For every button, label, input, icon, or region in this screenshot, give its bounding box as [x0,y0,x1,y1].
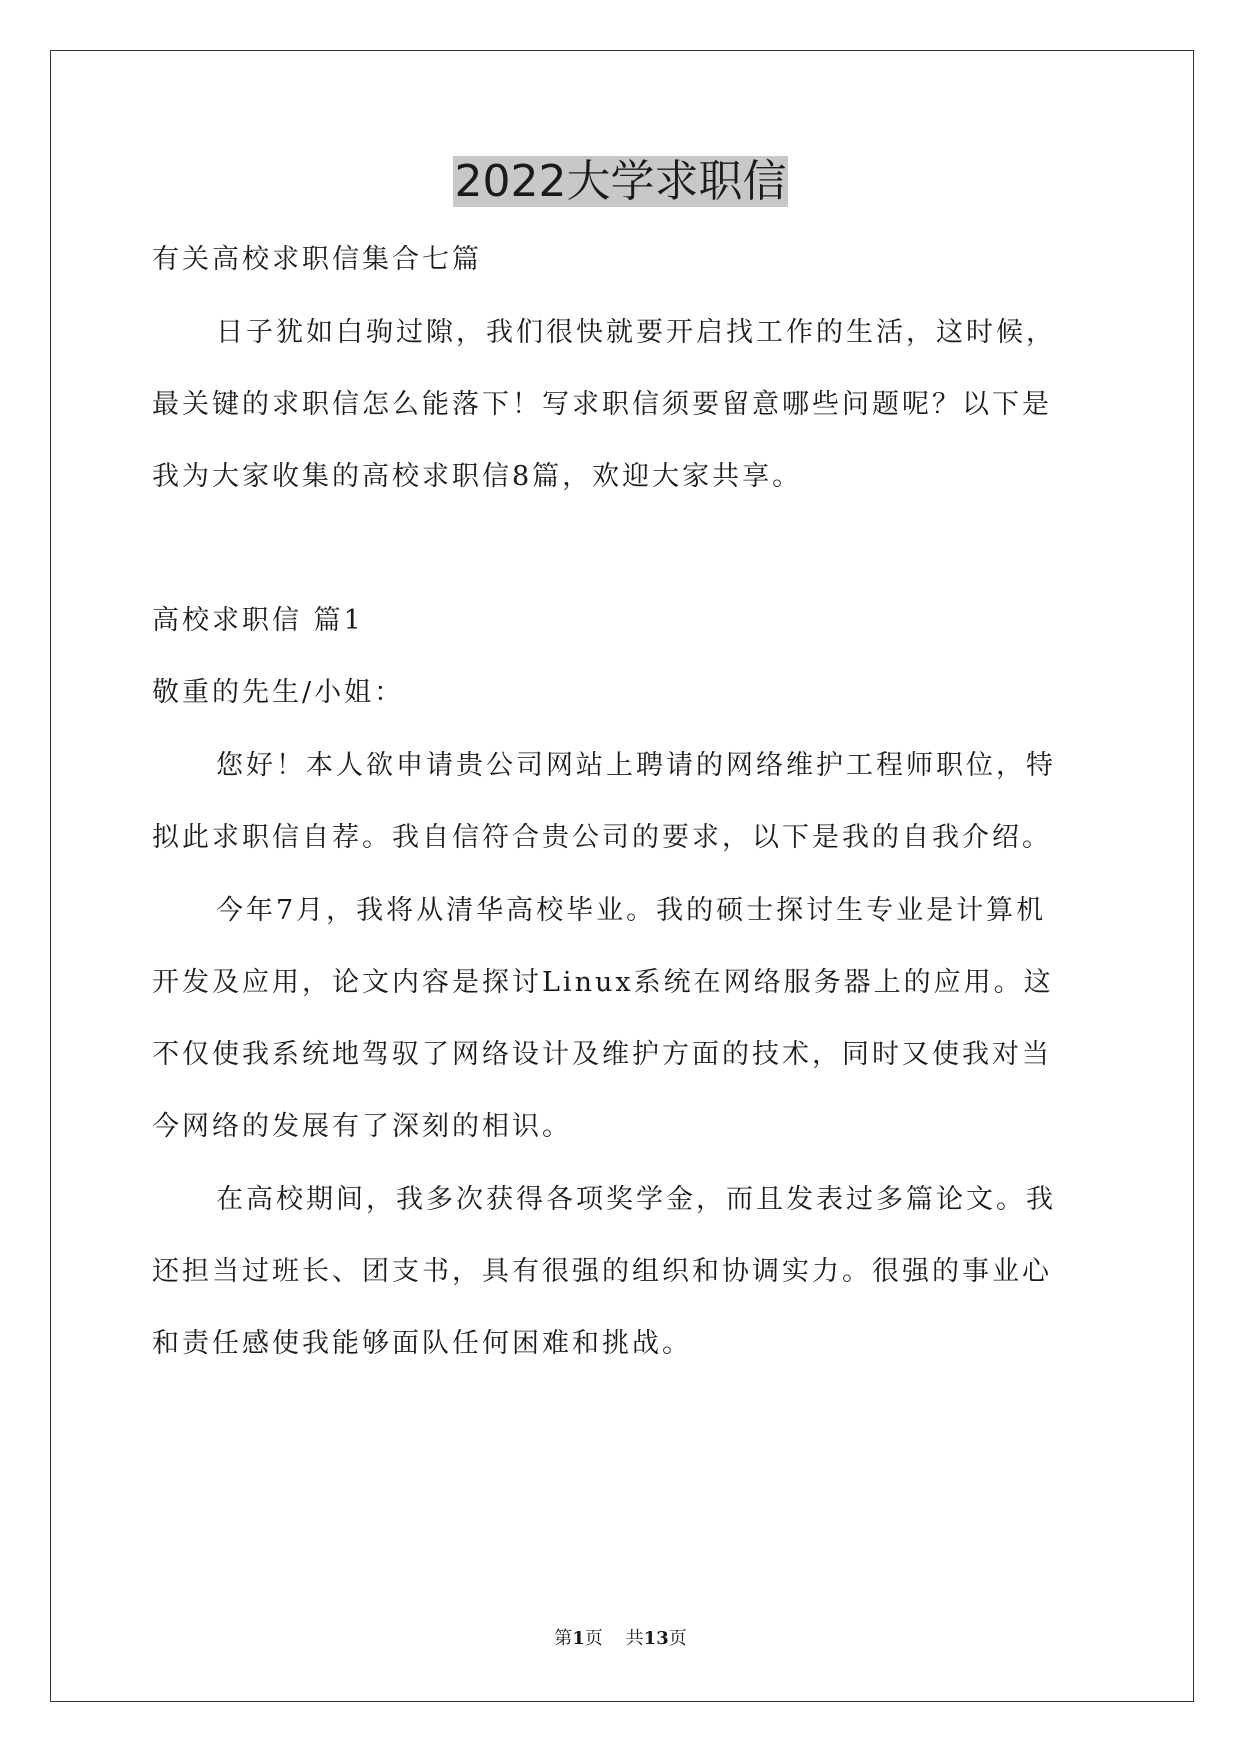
paragraph-line: 还担当过班长、团支书，具有很强的组织和协调实力。很强的事业心 [152,1256,1052,1287]
page-border [50,50,1194,1702]
intro-line: 日子犹如白驹过隙，我们很快就要开启找工作的生活，这时候， [216,317,1056,348]
paragraph-line: 您好！本人欲申请贵公司网站上聘请的网络维护工程师职位，特 [216,750,1056,781]
paragraph-line: 开发及应用，论文内容是探讨Linux系统在网络服务器上的应用。这 [152,967,1054,998]
salutation: 敬重的先生/小姐： [152,677,405,708]
paragraph-line: 今年7月，我将从清华高校毕业。我的硕士探讨生专业是计算机 [216,895,1047,926]
paragraph-line: 不仅使我系统地驾驭了网络设计及维护方面的技术，同时又使我对当 [152,1039,1052,1070]
paragraph-line: 和责任感使我能够面队任何困难和挑战。 [152,1328,692,1359]
intro-line: 最关键的求职信怎么能落下！写求职信须要留意哪些问题呢？以下是 [152,389,1052,420]
paragraph-line: 今网络的发展有了深刻的相识。 [152,1111,572,1142]
intro-line: 我为大家收集的高校求职信8篇，欢迎大家共享。 [152,461,803,492]
total-suffix: 页 [668,1628,687,1649]
paragraph-line: 在高校期间，我多次获得各项奖学金，而且发表过多篇论文。我 [216,1184,1056,1215]
title-text: 2022大学求职信 [454,156,787,207]
page-number: 1 [572,1628,585,1649]
page-footer [0,1627,1241,1651]
page-prefix: 第 [554,1628,573,1649]
total-prefix: 共 [625,1628,644,1649]
section-heading: 高校求职信 篇1 [152,605,364,636]
document-title [0,150,1241,214]
total-pages: 13 [643,1628,669,1649]
paragraph-line: 拟此求职信自荐。我自信符合贵公司的要求，以下是我的自我介绍。 [152,822,1052,853]
page-suffix: 页 [584,1628,603,1649]
subtitle: 有关高校求职信集合七篇 [152,244,482,275]
